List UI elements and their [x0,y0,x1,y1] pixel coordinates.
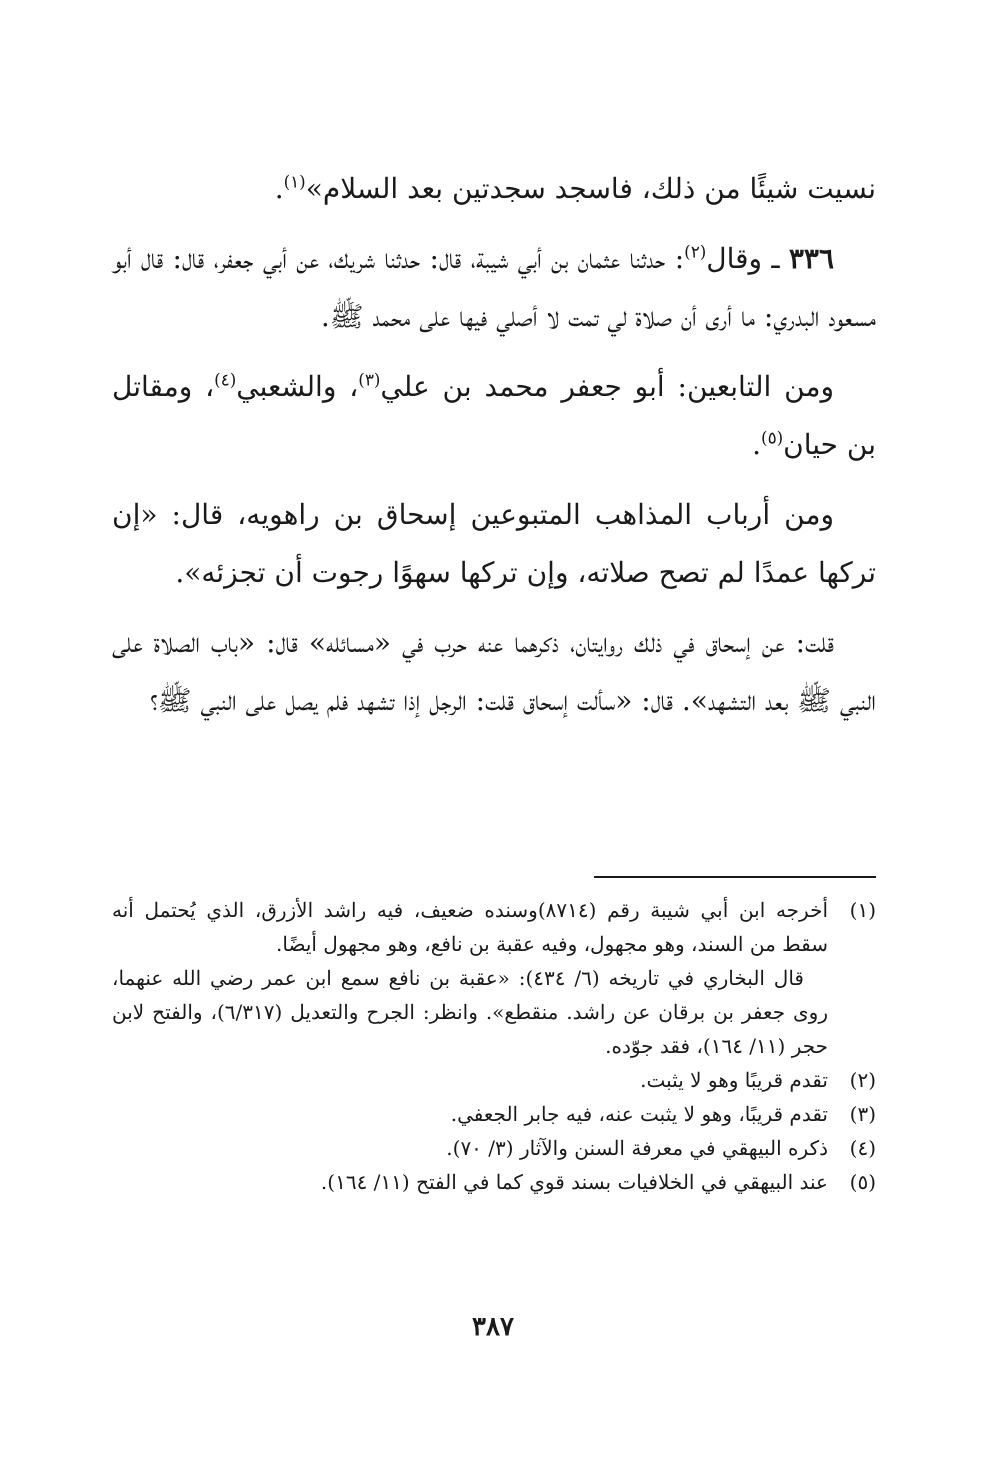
paragraph-2-text-b: : حدثنا عثمان بن أبي شيبة، قال: حدثنا شريك، عن أبي جعفر، قال: قال أبو مسعود البدري: ما أرى أن صلاة لي تمت لا أصلي فيها على محمد ﷺ. [112,242,876,333]
footnote-marker: (١) [849,898,876,922]
footnote-item [112,1097,876,1131]
paragraph-3-end: . [752,428,761,461]
footnote-marker: (٣) [849,1102,876,1126]
footnote-text: ذكره البيهقي في معرفة السنن والآثار (٣/ ٧٠). [446,1136,828,1160]
footnote-text: عند البيهقي في الخلافيات بسند قوي كما في الفتح (١١/ ١٦٤). [320,1170,828,1194]
paragraph-2 [112,230,876,346]
paragraph-3-text-c: ، ومقاتل بن حيان [112,370,876,461]
footnote-ref-2[interactable]: (٢) [684,241,707,262]
paragraph-1 [112,160,876,218]
paragraph-1-text: نسيت شيئًا من ذلك، فاسجد سجدتين بعد السلام» [305,172,876,205]
paragraph-2-text-a: ـ وقال [706,242,789,275]
footnote-continuation: قال البخاري في تاريخه (٦/ ٤٣٤): «عقبة بن نافع سمع ابن عمر رضي الله عنهما، روى جعفر بن برقان عن راشد. منقطع». وانظر: الجرح والتعديل (٦/٣١٧)، والفتح لابن حجر (١١/ ١٦٤)، فقد جوّده. [112,966,828,1058]
paragraph-1-end: . [274,172,284,205]
paragraph-5 [112,614,876,730]
page-number: ٣٨٧ [472,1312,514,1342]
footnote-ref-4[interactable]: (٤) [214,369,237,390]
footnote-marker: (٢) [849,1068,876,1092]
paragraph-4-text: ومن أرباب المذاهب المتبوعين إسحاق بن راهويه، قال: «إن تركها عمدًا لم تصح صلاته، وإن تركها سهوًا رجوت أن تجزئه». [112,498,876,589]
footnote-item [112,893,876,961]
footnote-ref-3[interactable]: (٣) [358,369,381,390]
footnote-text: تقدم قريبًا وهو لا يثبت. [640,1068,828,1092]
footnote-marker: (٥) [849,1170,876,1194]
footnote-item [112,1063,876,1097]
footnote-text: تقدم قريبًا، وهو لا يثبت عنه، فيه جابر الجعفي. [450,1102,828,1126]
paragraph-3-text-b: ، والشعبي [236,370,359,403]
footnote-marker: (٤) [849,1136,876,1160]
footnote-ref-1[interactable]: (١) [283,171,306,192]
footnotes [112,893,876,1199]
main-text [112,160,876,742]
footnote-text: أخرجه ابن أبي شيبة رقم (٨٧١٤)وسنده ضعيف، فيه راشد الأزرق، الذي يُحتمل أنه سقط من السند، وهو مجهول، وفيه عقبة بن نافع، وهو مجهول أيضًا. [112,898,829,956]
footnote-item [112,1165,876,1199]
footnote-item [112,1131,876,1165]
paragraph-4 [112,486,876,602]
paragraph-5-text: قلت: عن إسحاق في ذلك روايتان، ذكرهما عنه حرب في «مسائله» قال: «باب الصلاة على النبي ﷺ بعد التشهد». قال: «سألت إسحاق قلت: الرجل إذا تشهد فلم يصل على النبي ﷺ؟ [112,626,876,717]
hadith-number: ٣٣٦ [788,242,835,275]
footnote-divider [594,876,876,878]
paragraph-3 [112,358,876,474]
footnote-ref-5[interactable]: (٥) [761,427,784,448]
paragraph-3-text-a: ومن التابعين: أبو جعفر محمد بن علي [380,370,834,403]
